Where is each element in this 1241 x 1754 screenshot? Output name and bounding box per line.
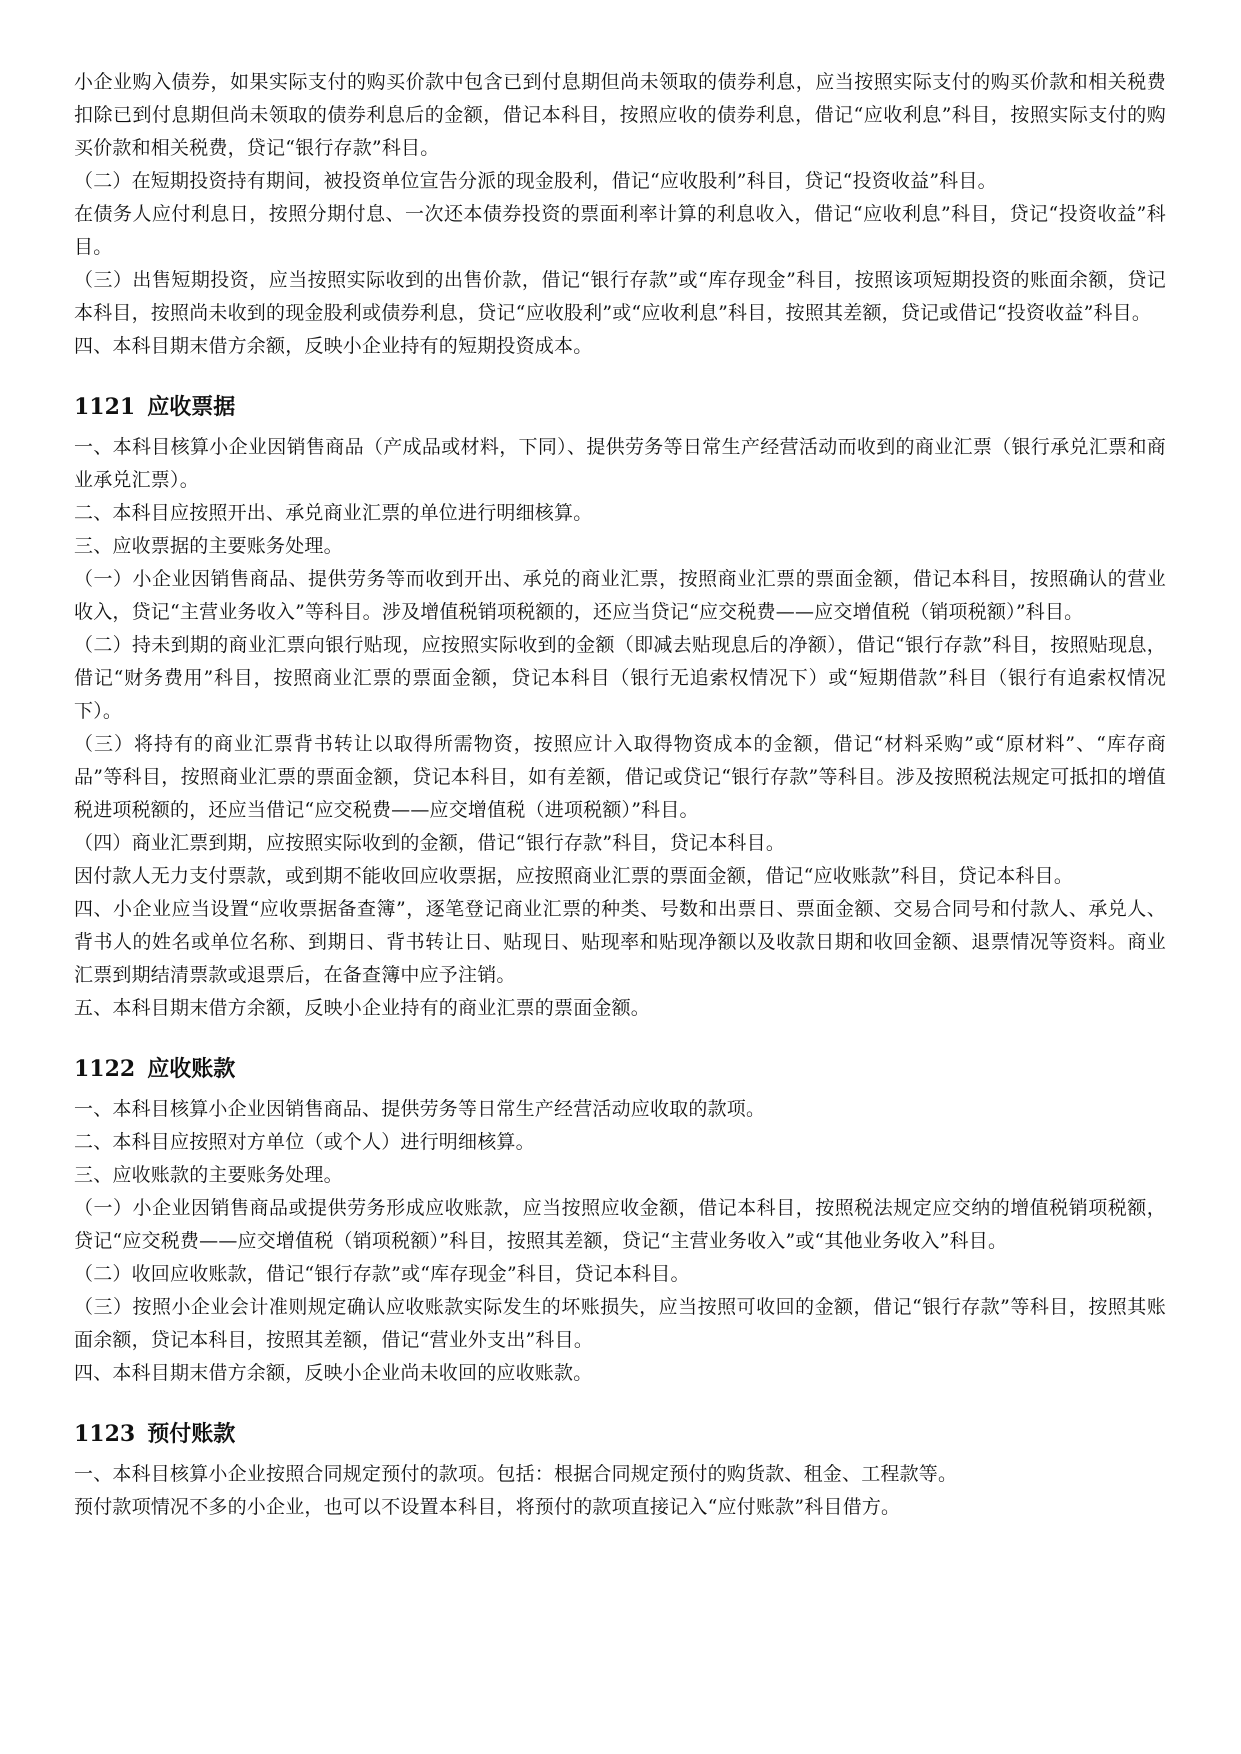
paragraph: 三、应收票据的主要账务处理。 — [74, 535, 343, 557]
paragraph: 预付款项情况不多的小企业，也可以不设置本科目，将预付的款项直接记入“应付账款”科目借方。 — [74, 1496, 901, 1518]
paragraph: 一、本科目核算小企业因销售商品（产成品或材料，下同）、提供劳务等日常生产经营活动而收到的商业汇票（银行承兑汇票和商业承兑汇票）。 — [74, 436, 1166, 491]
section-title: 应收账款 — [147, 1056, 236, 1082]
paragraph: 因付款人无力支付票款，或到期不能收回应收票据，应按照商业汇票的票面金额，借记“应收账款”科目，贷记本科目。 — [74, 865, 1074, 887]
intro-block — [74, 66, 1166, 363]
paragraph: （三）出售短期投资，应当按照实际收到的出售价款，借记“银行存款”或“库存现金”科目，按照该项短期投资的账面余额，贷记本科目，按照尚未收到的现金股利或债券利息，贷记“应收股利”或“应收利息”科目，按照其差额，贷记或借记“投资收益”科目。 — [74, 269, 1166, 324]
section-heading — [74, 1416, 1166, 1452]
paragraph: 小企业购入债券，如果实际支付的购买价款中包含已到付息期但尚未领取的债券利息，应当按照实际支付的购买价款和相关税费扣除已到付息期但尚未领取的债券利息后的金额，借记本科目，按照应收的债券利息，借记“应收利息”科目，按照实际支付的购买价款和相关税费，贷记“银行存款”科目。 — [74, 71, 1166, 159]
paragraph: 一、本科目核算小企业按照合同规定预付的款项。包括：根据合同规定预付的购货款、租金、工程款等。 — [74, 1463, 958, 1485]
section-code: 1121 — [74, 394, 136, 420]
paragraph: （三）将持有的商业汇票背书转让以取得所需物资，按照应计入取得物资成本的金额，借记“材料采购”或“原材料”、“库存商品”等科目，按照商业汇票的票面金额，贷记本科目，如有差额，借记或贷记“银行存款”等科目。涉及按照税法规定可抵扣的增值税进项税额的，还应当借记“应交税费——应交增值税（进项税额）”科目。 — [74, 733, 1166, 821]
section-code: 1123 — [74, 1421, 136, 1447]
paragraph: （四）商业汇票到期，应按照实际收到的金额，借记“银行存款”科目，贷记本科目。 — [74, 832, 786, 854]
section-title: 应收票据 — [147, 394, 236, 420]
paragraph: 四、小企业应当设置“应收票据备查簿”，逐笔登记商业汇票的种类、号数和出票日、票面金额、交易合同号和付款人、承兑人、背书人的姓名或单位名称、到期日、背书转让日、贴现日、贴现率和贴现净额以及收款日期和收回金额、退票情况等资料。商业汇票到期结清票款或退票后，在备查簿中应予注销。 — [74, 898, 1166, 986]
paragraph: （二）在短期投资持有期间，被投资单位宣告分派的现金股利，借记“应收股利”科目，贷记“投资收益”科目。 — [74, 170, 997, 192]
paragraph: （二）持未到期的商业汇票向银行贴现，应按照实际收到的金额（即减去贴现息后的净额），借记“银行存款”科目，按照贴现息，借记“财务费用”科目，按照商业汇票的票面金额，贷记本科目（银行无追索权情况下）或“短期借款”科目（银行有追索权情况下）。 — [74, 634, 1166, 722]
paragraph: 三、应收账款的主要账务处理。 — [74, 1164, 343, 1186]
section-1122 — [74, 1051, 1166, 1390]
paragraph: 二、本科目应按照开出、承兑商业汇票的单位进行明细核算。 — [74, 502, 593, 524]
section-title: 预付账款 — [147, 1421, 236, 1447]
paragraph: （二）收回应收账款，借记“银行存款”或“库存现金”科目，贷记本科目。 — [74, 1263, 690, 1285]
paragraph: 二、本科目应按照对方单位（或个人）进行明细核算。 — [74, 1131, 535, 1153]
section-code: 1122 — [74, 1056, 136, 1082]
paragraph: （一）小企业因销售商品、提供劳务等而收到开出、承兑的商业汇票，按照商业汇票的票面金额，借记本科目，按照确认的营业收入，贷记“主营业务收入”等科目。涉及增值税销项税额的，还应当贷记“应交税费——应交增值税（销项税额）”科目。 — [74, 568, 1166, 623]
paragraph: 四、本科目期末借方余额，反映小企业尚未收回的应收账款。 — [74, 1362, 593, 1384]
section-1123 — [74, 1416, 1166, 1524]
paragraph: （一）小企业因销售商品或提供劳务形成应收账款，应当按照应收金额，借记本科目，按照税法规定应交纳的增值税销项税额，贷记“应交税费——应交增值税（销项税额）”科目，按照其差额，贷记“主营业务收入”或“其他业务收入”科目。 — [74, 1197, 1166, 1252]
section-heading — [74, 1051, 1166, 1087]
paragraph: （三）按照小企业会计准则规定确认应收账款实际发生的坏账损失，应当按照可收回的金额，借记“银行存款”等科目，按照其账面余额，贷记本科目，按照其差额，借记“营业外支出”科目。 — [74, 1296, 1166, 1351]
paragraph: 在债务人应付利息日，按照分期付息、一次还本债券投资的票面利率计算的利息收入，借记“应收利息”科目，贷记“投资收益”科目。 — [74, 203, 1166, 258]
document-page — [74, 66, 1166, 1524]
paragraph: 一、本科目核算小企业因销售商品、提供劳务等日常生产经营活动应收取的款项。 — [74, 1098, 766, 1120]
section-heading — [74, 389, 1166, 425]
paragraph: 五、本科目期末借方余额，反映小企业持有的商业汇票的票面金额。 — [74, 997, 651, 1019]
paragraph: 四、本科目期末借方余额，反映小企业持有的短期投资成本。 — [74, 335, 593, 357]
section-1121 — [74, 389, 1166, 1025]
